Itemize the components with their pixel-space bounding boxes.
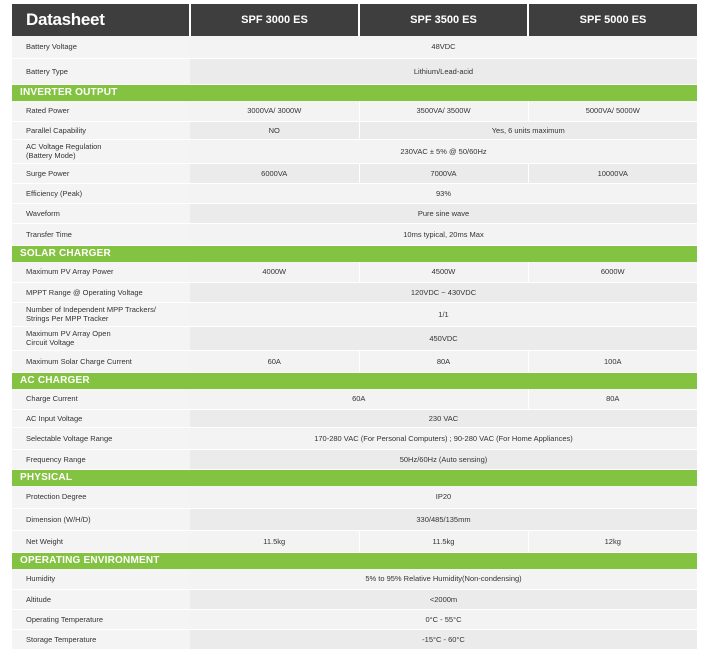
- model-header: SPF 5000 ES: [528, 4, 697, 36]
- table-row: [12, 629, 697, 649]
- row-label: Net Weight: [12, 530, 190, 552]
- datasheet: [12, 4, 697, 650]
- row-value: 11.5kg: [359, 530, 528, 552]
- row-value: <2000m: [190, 589, 697, 609]
- row-label: Rated Power: [12, 101, 190, 121]
- section-title: SOLAR CHARGER: [12, 245, 697, 262]
- row-value: 4000W: [190, 262, 359, 282]
- section-header: [12, 245, 697, 262]
- table-row: [12, 427, 697, 449]
- row-label: Humidity: [12, 569, 190, 589]
- row-value: 120VDC ~ 430VDC: [190, 282, 697, 302]
- row-label: Transfer Time: [12, 223, 190, 245]
- row-value: 80A: [528, 389, 697, 409]
- row-value: 5000VA/ 5000W: [528, 101, 697, 121]
- table-row: [12, 589, 697, 609]
- row-value: 230 VAC: [190, 409, 697, 427]
- row-label: Frequency Range: [12, 449, 190, 469]
- row-label-line: AC Voltage Regulation: [26, 142, 102, 151]
- row-label: Charge Current: [12, 389, 190, 409]
- section-title: INVERTER OUTPUT: [12, 84, 697, 101]
- row-value: 5% to 95% Relative Humidity(Non-condensing): [190, 569, 697, 589]
- row-value: 80A: [359, 350, 528, 372]
- row-label: Efficiency (Peak): [12, 183, 190, 203]
- row-value: 330/485/135mm: [190, 508, 697, 530]
- model-header: SPF 3500 ES: [359, 4, 528, 36]
- row-label: Storage Temperature: [12, 629, 190, 649]
- table-row: [12, 302, 697, 326]
- row-label: [12, 302, 190, 326]
- table-row: [12, 350, 697, 372]
- row-value: 50Hz/60Hz (Auto sensing): [190, 449, 697, 469]
- row-label: Maximum PV Array Power: [12, 262, 190, 282]
- table-row: [12, 282, 697, 302]
- section-header: [12, 84, 697, 101]
- row-value: 11.5kg: [190, 530, 359, 552]
- row-value: 170-280 VAC (For Personal Computers) ; 90-280 VAC (For Home Appliances): [190, 427, 697, 449]
- row-value: 230VAC ± 5% @ 50/60Hz: [190, 139, 697, 163]
- row-value: 6000W: [528, 262, 697, 282]
- table-row: [12, 121, 697, 139]
- row-value: 3000VA/ 3000W: [190, 101, 359, 121]
- row-label: AC Input Voltage: [12, 409, 190, 427]
- row-value: 10ms typical, 20ms Max: [190, 223, 697, 245]
- table-row: [12, 530, 697, 552]
- row-label: Operating Temperature: [12, 609, 190, 629]
- table-row: [12, 326, 697, 350]
- table-row: [12, 58, 697, 84]
- row-label: Protection Degree: [12, 486, 190, 508]
- table-row: [12, 609, 697, 629]
- row-label: Battery Type: [12, 58, 190, 84]
- row-label: Surge Power: [12, 163, 190, 183]
- table-row: [12, 389, 697, 409]
- table-row: [12, 262, 697, 282]
- row-value: Pure sine wave: [190, 203, 697, 223]
- row-label: Battery Voltage: [12, 36, 190, 58]
- spec-table: [12, 4, 697, 650]
- row-label: Maximum Solar Charge Current: [12, 350, 190, 372]
- row-value: IP20: [190, 486, 697, 508]
- section-title: PHYSICAL: [12, 469, 697, 486]
- row-label: Parallel Capability: [12, 121, 190, 139]
- table-row: [12, 508, 697, 530]
- section-title: OPERATING ENVIRONMENT: [12, 552, 697, 569]
- row-value: 3500VA/ 3500W: [359, 101, 528, 121]
- row-value: 450VDC: [190, 326, 697, 350]
- table-row: [12, 101, 697, 121]
- row-value: 1/1: [190, 302, 697, 326]
- table-row: [12, 569, 697, 589]
- section-title: AC CHARGER: [12, 372, 697, 389]
- row-value: 0°C - 55°C: [190, 609, 697, 629]
- row-value: 48VDC: [190, 36, 697, 58]
- row-value: 93%: [190, 183, 697, 203]
- table-row: [12, 203, 697, 223]
- row-value: 7000VA: [359, 163, 528, 183]
- row-value: -15°C - 60°C: [190, 629, 697, 649]
- row-value: 6000VA: [190, 163, 359, 183]
- table-row: [12, 223, 697, 245]
- row-label: Selectable Voltage Range: [12, 427, 190, 449]
- row-label-line: Strings Per MPP Tracker: [26, 314, 109, 323]
- section-header: [12, 469, 697, 486]
- row-label: [12, 139, 190, 163]
- row-label-line: (Battery Mode): [26, 151, 76, 160]
- header-row: [12, 4, 697, 36]
- row-value: 4500W: [359, 262, 528, 282]
- row-value: Lithium/Lead-acid: [190, 58, 697, 84]
- row-value: NO: [190, 121, 359, 139]
- row-label: Altitude: [12, 589, 190, 609]
- row-value: 10000VA: [528, 163, 697, 183]
- row-value: Yes, 6 units maximum: [359, 121, 697, 139]
- table-row: [12, 183, 697, 203]
- row-value: 12kg: [528, 530, 697, 552]
- table-row: [12, 409, 697, 427]
- table-row: [12, 163, 697, 183]
- section-header: [12, 552, 697, 569]
- row-label-line: Circuit Voltage: [26, 338, 75, 347]
- table-row: [12, 486, 697, 508]
- row-label-line: Maximum PV Array Open: [26, 329, 111, 338]
- row-value: 60A: [190, 389, 528, 409]
- row-value: 100A: [528, 350, 697, 372]
- row-label: Waveform: [12, 203, 190, 223]
- model-header: SPF 3000 ES: [190, 4, 359, 36]
- row-label-line: Number of Independent MPP Trackers/: [26, 305, 156, 314]
- row-label: MPPT Range @ Operating Voltage: [12, 282, 190, 302]
- section-header: [12, 372, 697, 389]
- table-row: [12, 36, 697, 58]
- row-label: [12, 326, 190, 350]
- row-label: Dimension (W/H/D): [12, 508, 190, 530]
- table-row: [12, 449, 697, 469]
- datasheet-title: Datasheet: [12, 4, 190, 36]
- row-value: 60A: [190, 350, 359, 372]
- table-row: [12, 139, 697, 163]
